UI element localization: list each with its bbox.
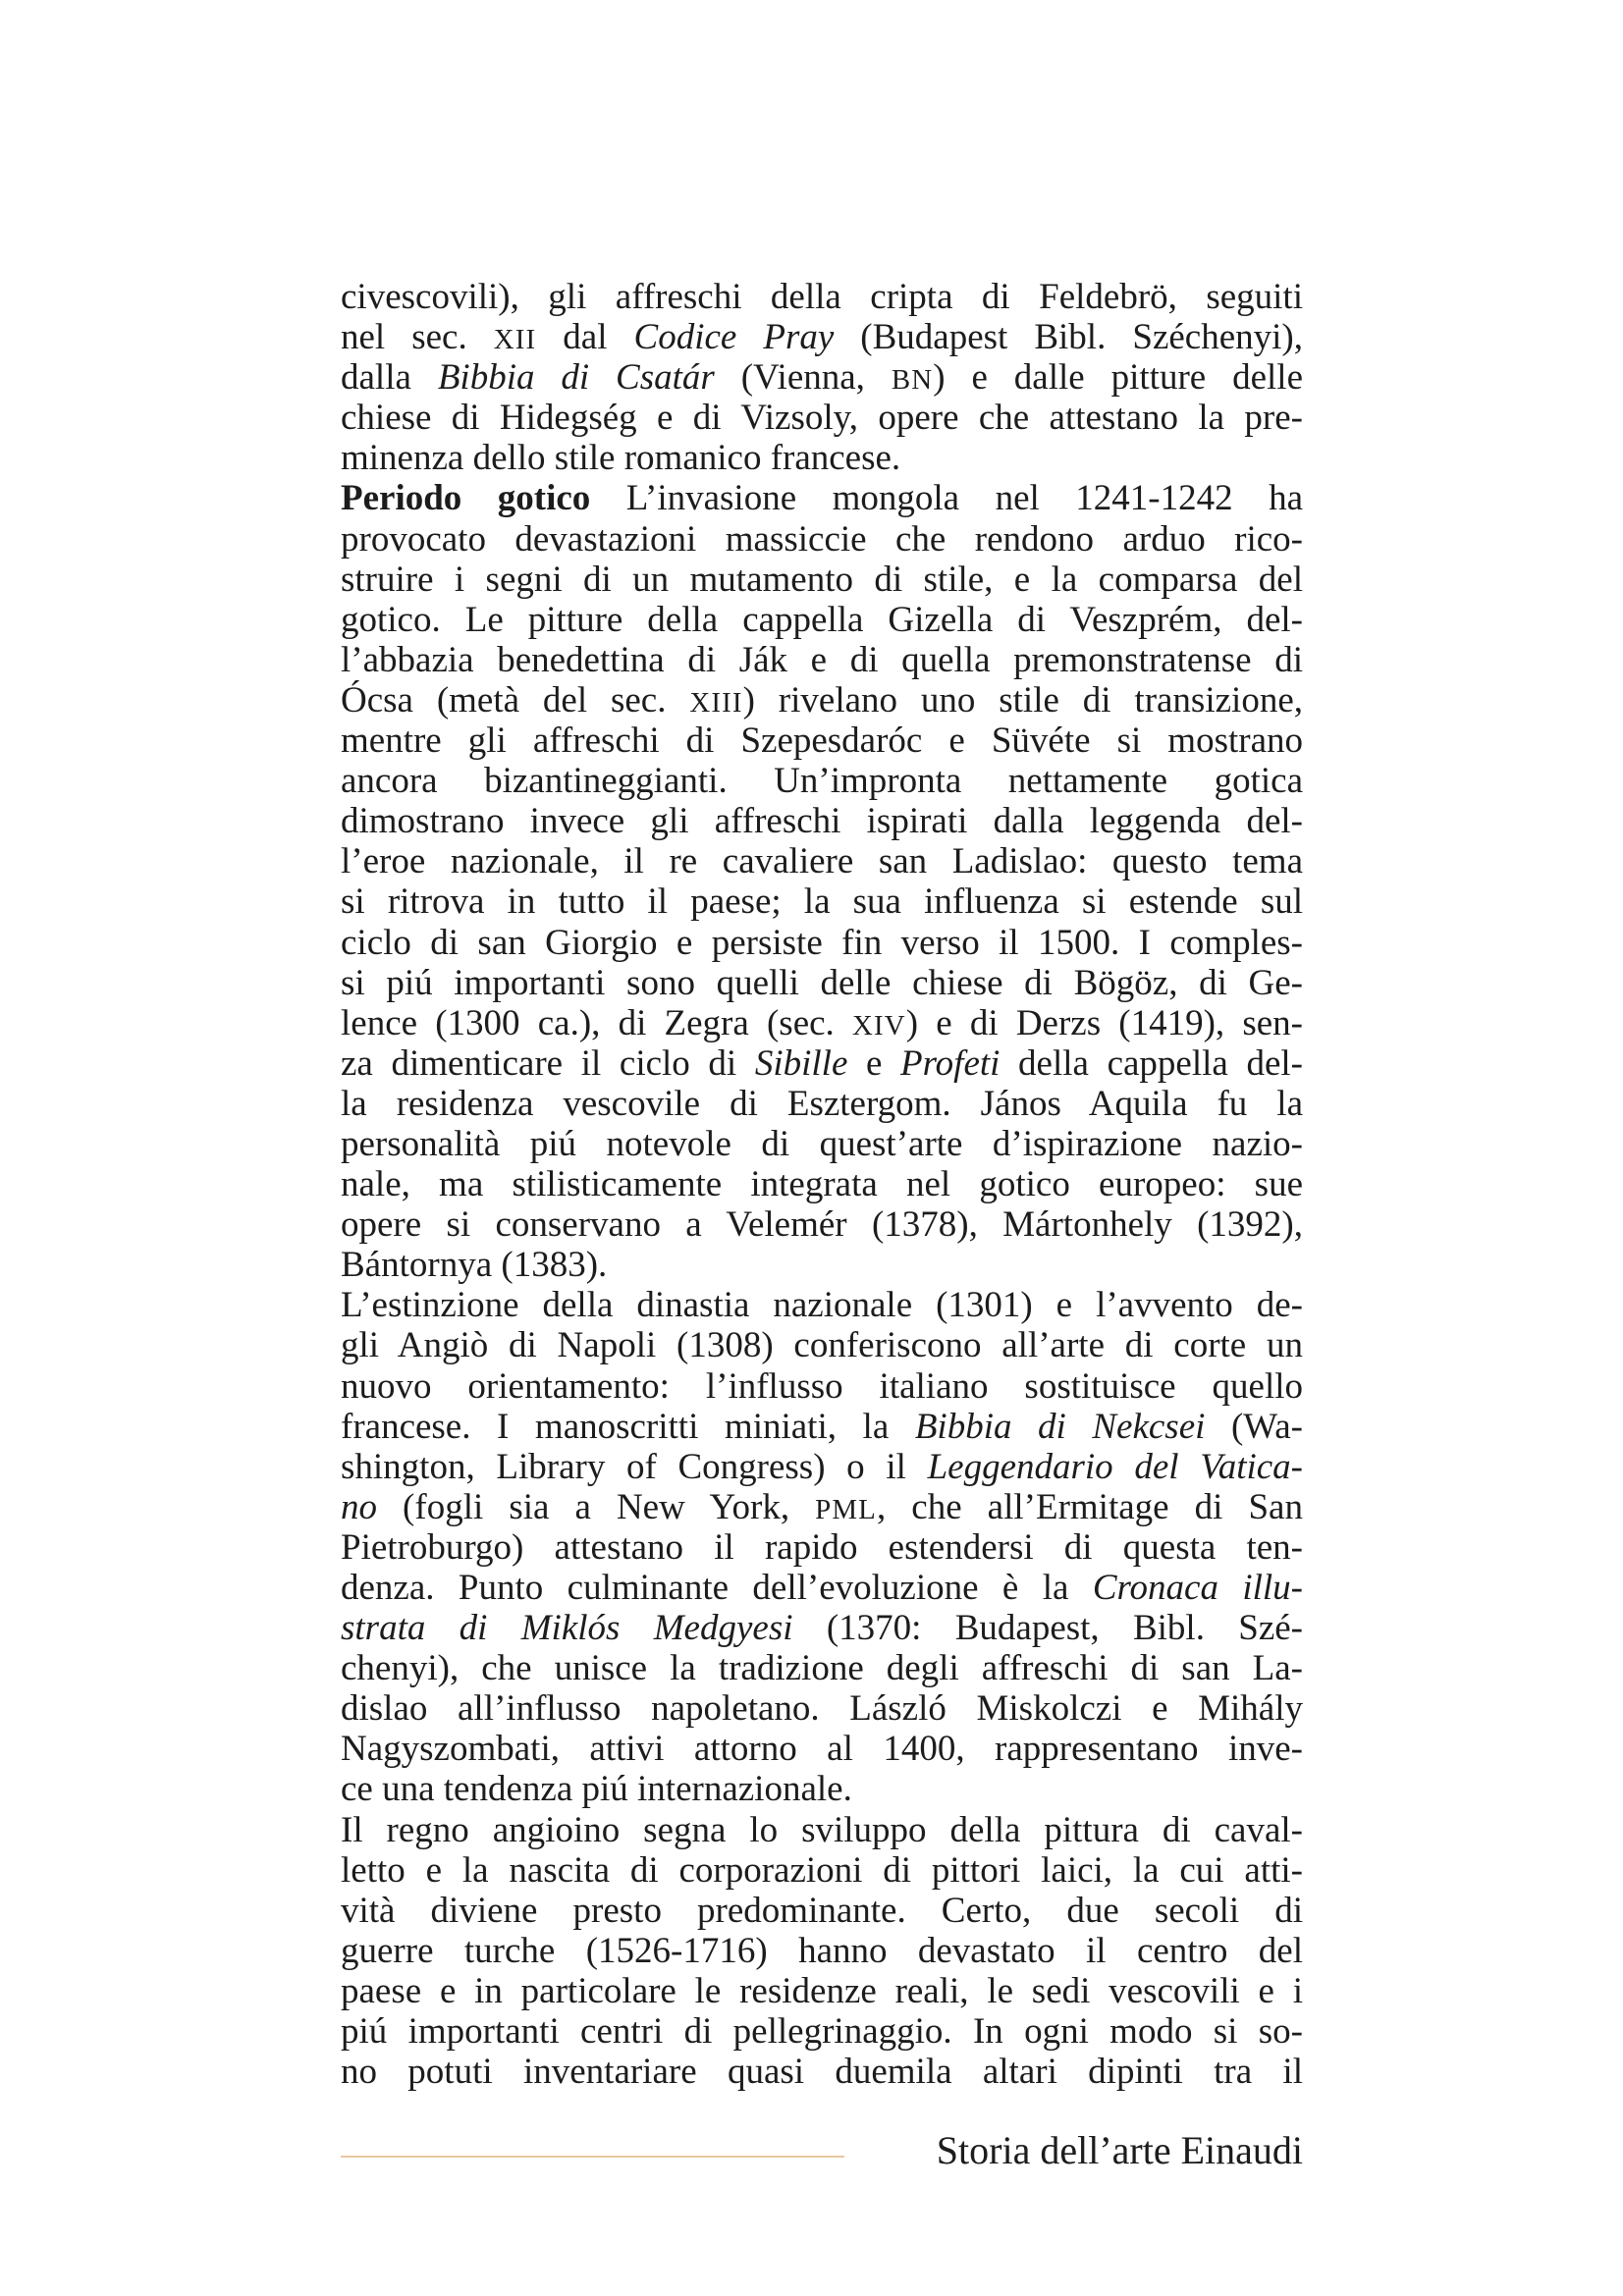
text-line: chiese di Hidegség e di Vizsoly, opere che attestano la pre- xyxy=(341,398,1303,439)
section-heading-line: Periodo gotico L’invasione mongola nel 1241-1242 ha xyxy=(341,478,1303,519)
text-line: L’estinzione della dinastia nazionale (1301) e l’avvento de- xyxy=(341,1285,1303,1326)
text-line: mentre gli affreschi di Szepesdaróc e Süvéte si mostrano xyxy=(341,721,1303,762)
text-line: nale, ma stilisticamente integrata nel gotico europeo: sue xyxy=(341,1164,1303,1205)
text-line: dimostrano invece gli affreschi ispirati dalla leggenda del- xyxy=(341,801,1303,842)
text-line: si piú importanti sono quelli delle chiese di Bögöz, di Ge- xyxy=(341,962,1303,1003)
text-line: chenyi), che unisce la tradizione degli affreschi di san La- xyxy=(341,1648,1303,1689)
text-line: la residenza vescovile di Esztergom. János Aquila fu la xyxy=(341,1083,1303,1124)
text-line: civescovili), gli affreschi della cripta di Feldebrö, seguiti xyxy=(341,277,1303,317)
section-heading: Periodo gotico xyxy=(341,478,591,519)
text-line: paese e in particolare le residenze reali, le sedi vescovili e i xyxy=(341,1970,1303,2011)
body-text xyxy=(341,277,1303,2092)
text-line: minenza dello stile romanico francese. xyxy=(341,438,901,479)
text-line: guerre turche (1526-1716) hanno devastato il centro del xyxy=(341,1930,1303,1971)
text-line: Bántornya (1383). xyxy=(341,1245,608,1286)
footer-rule xyxy=(341,2156,844,2158)
text-line: ancora bizantineggianti. Un’impronta nettamente gotica xyxy=(341,761,1303,802)
text-line: no (fogli sia a New York, PML, che all’Ermitage di San xyxy=(341,1486,1303,1527)
text-line: provocato devastazioni massiccie che rendono arduo rico- xyxy=(341,518,1303,560)
text-line: struire i segni di un mutamento di stile, e la comparsa del xyxy=(341,559,1303,600)
text-line: l’abbazia benedettina di Ják e di quella premonstratense di xyxy=(341,639,1303,680)
text-line: denza. Punto culminante dell’evoluzione è la Cronaca illu- xyxy=(341,1568,1303,1608)
text-line: letto e la nascita di corporazioni di pittori laici, la cui atti- xyxy=(341,1849,1303,1891)
text-line: personalità piú notevole di quest’arte d’ispirazione nazio- xyxy=(341,1123,1303,1164)
text-line: dalla Bibbia di Csatár (Vienna, BN) e dalle pitture delle xyxy=(341,357,1303,399)
text-line: ce una tendenza piú internazionale. xyxy=(341,1769,852,1810)
text-line: no potuti inventariare quasi duemila altari dipinti tra il xyxy=(341,2052,1303,2093)
text-line: Pietroburgo) attestano il rapido estendersi di questa ten- xyxy=(341,1526,1303,1568)
text-line: nel sec. XII dal Codice Pray (Budapest Bibl. Széchenyi), xyxy=(341,317,1303,358)
text-line: opere si conservano a Velemér (1378), Mártonhely (1392), xyxy=(341,1204,1303,1246)
text-line: francese. I manoscritti miniati, la Bibbia di Nekcsei (Wa- xyxy=(341,1406,1303,1447)
text-line: nuovo orientamento: l’influsso italiano sostituisce quello xyxy=(341,1365,1303,1407)
text-line: l’eroe nazionale, il re cavaliere san Ladislao: questo tema xyxy=(341,841,1303,882)
text-line: ciclo di san Giorgio e persiste fin verso il 1500. I comples- xyxy=(341,922,1303,963)
text-line: dislao all’influsso napoletano. László Miskolczi e Mihály xyxy=(341,1688,1303,1730)
text-line: gli Angiò di Napoli (1308) conferiscono all’arte di corte un xyxy=(341,1325,1303,1366)
text-line: strata di Miklós Medgyesi (1370: Budapest, Bibl. Szé- xyxy=(341,1608,1303,1649)
text-line: gotico. Le pitture della cappella Gizella di Veszprém, del- xyxy=(341,599,1303,640)
text-line: za dimenticare il ciclo di Sibille e Profeti della cappella del- xyxy=(341,1042,1303,1084)
text-line: Nagyszombati, attivi attorno al 1400, rappresentano inve- xyxy=(341,1729,1303,1770)
text-line: Ócsa (metà del sec. XIII) rivelano uno stile di transizione, xyxy=(341,679,1303,721)
text-line: si ritrova in tutto il paese; la sua influenza si estende sul xyxy=(341,881,1303,923)
text-line: shington, Library of Congress) o il Leggendario del Vatica- xyxy=(341,1446,1303,1487)
text-line: lence (1300 ca.), di Zegra (sec. XIV) e di Derzs (1419), sen- xyxy=(341,1002,1303,1043)
text-line: vità diviene presto predominante. Certo, due secoli di xyxy=(341,1890,1303,1931)
text-line: piú importanti centri di pellegrinaggio. In ogni modo si so- xyxy=(341,2011,1303,2053)
footer-title: Storia dell’arte Einaudi xyxy=(936,2128,1303,2172)
text-line: Il regno angioino segna lo sviluppo della pittura di caval- xyxy=(341,1809,1303,1850)
